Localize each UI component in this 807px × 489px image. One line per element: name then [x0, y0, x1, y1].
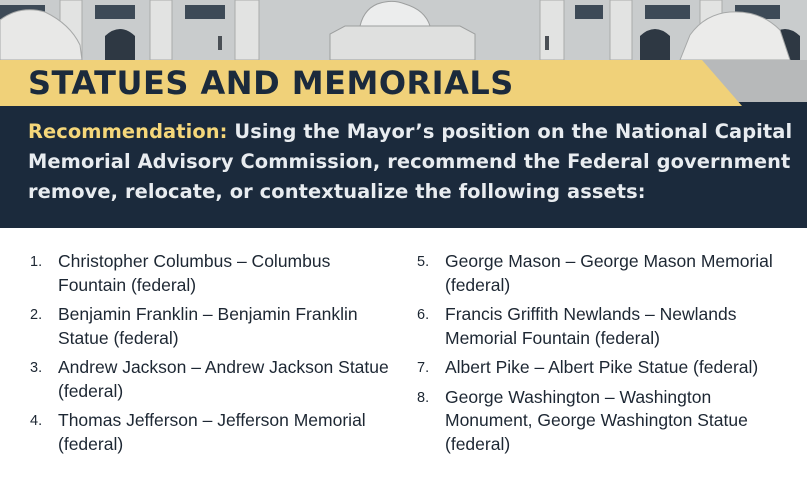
recommendation-body: Using the Mayor’s position on the National Capital Memorial Advisory Commission, recommend the Federal government remove, relocate, or contextualize the following assets: — [28, 120, 793, 203]
list-text: George Mason – George Mason Memorial (federal) — [445, 251, 773, 295]
list-text: Andrew Jackson – Andrew Jackson Statue (federal) — [58, 357, 389, 401]
list-item — [30, 303, 390, 350]
list-text: Thomas Jefferson – Jefferson Memorial (federal) — [58, 410, 366, 454]
list-text: Albert Pike – Albert Pike Statue (federal) — [445, 357, 759, 377]
list-text: Francis Griffith Newlands – Newlands Memorial Fountain (federal) — [445, 304, 737, 348]
page-title: STATUES AND MEMORIALS — [28, 64, 514, 102]
list-number: 4. — [30, 413, 43, 429]
list-number: 8. — [417, 389, 430, 406]
list-item — [417, 250, 797, 297]
list-item — [30, 409, 390, 456]
list-number: 1. — [30, 254, 43, 270]
list-number: 6. — [417, 307, 430, 323]
list-text: George Washington – Washington Monument, George Washington Statue (federal) — [445, 386, 748, 454]
list-text: Benjamin Franklin – Benjamin Franklin Statue (federal) — [58, 304, 358, 348]
list-item — [30, 250, 390, 297]
list-text: Christopher Columbus – Columbus Fountain (federal) — [58, 251, 331, 295]
recommendation-text — [28, 117, 798, 207]
assets-list-right — [417, 250, 797, 462]
list-number: 7. — [417, 360, 430, 376]
list-item — [30, 356, 390, 403]
list-number: 5. — [417, 254, 430, 270]
list-number: 3. — [30, 360, 43, 376]
assets-list-left — [30, 250, 390, 462]
list-number: 2. — [30, 307, 43, 323]
list-item — [417, 356, 797, 380]
list-item — [417, 386, 797, 457]
list-item — [417, 303, 797, 350]
recommendation-label: Recommendation: — [28, 120, 228, 143]
